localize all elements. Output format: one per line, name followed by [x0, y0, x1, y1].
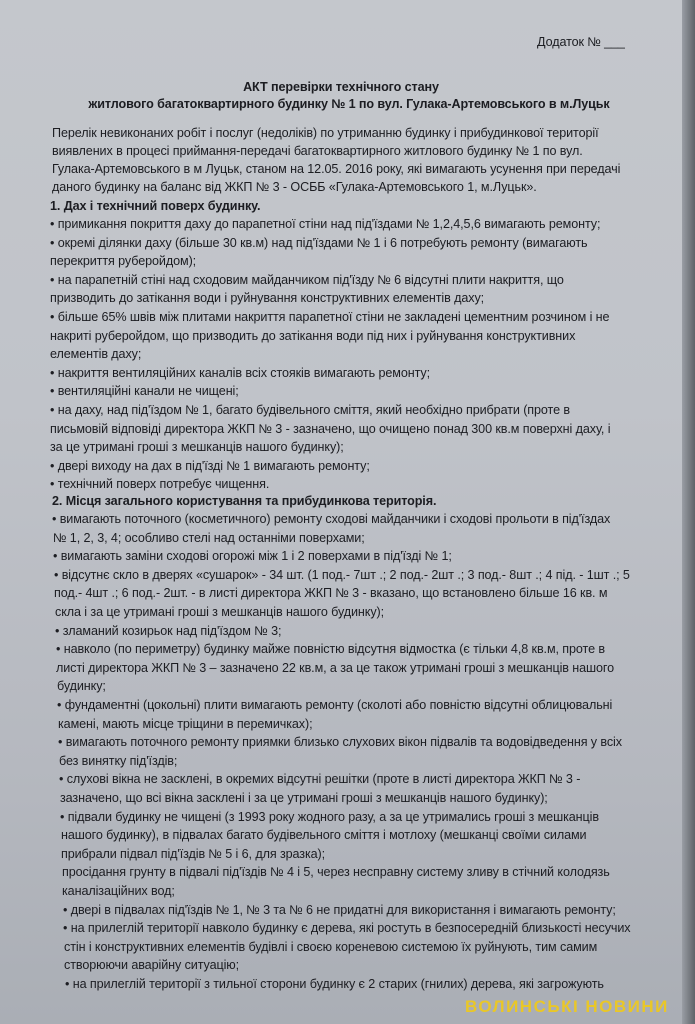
list-line: письмовій відповіді директора ЖКП № 3 - зазначено, що очищено понад 300 кв.м поверхні даху, і	[50, 421, 611, 436]
list-line: за це утримані гроші з мешканців нашого будинку);	[50, 440, 344, 455]
list-line: призводить до затікання води і руйнування конструктивних елементів даху;	[50, 291, 485, 306]
list-line: • підвали будинку не чищені (з 1993 року жодного разу, а за це утримались гроші з мешканців	[60, 809, 599, 824]
list-line: просідання грунту в підвалі під'їздів № 4 і 5, через несправну систему зливу в стічний колодязь	[62, 865, 610, 880]
list-line: № 1, 2, 3, 4; особливо стелі над останніми поверхами;	[53, 530, 365, 545]
list-line: • вимагають заміни сходові огорожі між 1 і 2 поверхами в під'їзді № 1;	[53, 549, 452, 564]
list-line: • на парапетній стіні над сходовим майданчиком під'їзду № 6 відсутні плити накриття, що	[50, 272, 564, 287]
list-line: • зламаний козирьок над під'їздом № 3;	[55, 623, 282, 638]
list-line: • слухові вікна не засклені, в окремих відсутні решітки (проте в листі директора ЖКП № 3 -	[59, 772, 581, 787]
intro-line: даного будинку на баланс від ЖКП № 3 - ОСББ «Гулака-Артемовського 1, м.Луцьк».	[52, 180, 537, 194]
list-line: прибрали підвал під'їздів № 5 і 6, для зразка);	[61, 846, 326, 861]
list-line: листі директора ЖКП № 3 – зазначено 22 кв.м, а за це також утримані гроші з мешканців нашого	[56, 660, 615, 675]
list-line: • двері в підвалах під'їздів № 1, № 3 та № 6 не придатні для використання і вимагають ремонту;	[63, 902, 616, 917]
list-line: створюючи аварійну ситуацію;	[64, 958, 240, 973]
intro-line: Перелік невиконаних робіт і послуг (недоліків) по утриманню будинку і прибудинкової території	[52, 126, 599, 140]
list-line: зазначено, що всі вікна засклені і за це утримані гроші з мешканців нашого будинку);	[60, 791, 548, 805]
list-line: • навколо (по периметру) будинку майже повністю відсутня відмостка (є тільки 4,8 кв.м, проте в	[56, 642, 605, 657]
intro-line: Гулака-Артемовського в м Луцьк, станом на 12.05. 2016 року, які вимагають усунення при передачі	[52, 162, 621, 176]
list-line: • двері виходу на дах в під'їзді № 1 вимагають ремонту;	[50, 458, 370, 473]
list-line: накриті руберойдом, що призводить до затікання води під них і руйнування конструктивних	[50, 328, 576, 343]
list-line: • більше 65% швів між плитами накриття парапетної стіни не закладені цементним розчином і не	[50, 310, 610, 324]
document-title: АКТ перевірки технічного стану	[243, 80, 439, 94]
list-line: без винятку під'їздів;	[59, 753, 178, 768]
list-line: елементів даху;	[50, 347, 142, 362]
list-line: перекриття руберойдом);	[50, 254, 197, 269]
annex-number: Додаток № ___	[537, 35, 625, 49]
list-line: каналізаційних вод;	[62, 884, 175, 898]
list-line: • на прилеглій території з тильної сторони будинку є 2 старих (гнилих) дерева, які загрожують	[65, 977, 604, 991]
section-heading: 1. Дах і технічний поверх будинку.	[50, 199, 261, 213]
intro-line: виявлених в процесі приймання-передачі багатоквартирного житлового будинку № 1 по вул.	[52, 144, 583, 158]
list-line: нашого будинку), в підвалах багато будівельного сміття і мотлоху (мешканці своїми силами	[61, 828, 587, 843]
list-line: • відсутнє скло в дверях «сушарок» - 34 шт. (1 под.- 7шт .; 2 под.- 2шт .; 3 под.- 8шт .; 4 під. - 1шт .; 5	[54, 567, 630, 582]
list-line: будинку;	[57, 679, 106, 694]
list-line: камені, мають місце тріщини в перемичках);	[58, 716, 313, 731]
list-line: • примикання покриття даху до парапетної стіни над під'їздами № 1,2,4,5,6 вимагають ремонту;	[50, 217, 601, 231]
list-line: • окремі ділянки даху (більше 30 кв.м) над під'їздами № 1 і 6 потребують ремонту (вимагають	[50, 235, 588, 250]
section-heading: 2. Місця загального користування та прибудинкова територія.	[52, 494, 437, 508]
list-line: • на прилеглій території навколо будинку є дерева, які ростуть в безпосередній близькості несучих	[63, 921, 631, 936]
list-line: • вимагають поточного ремонту приямки близько слухових вікон підвалів та водовідведення у всіх	[58, 735, 622, 750]
document-subtitle: житлового багатоквартирного будинку № 1 по вул. Гулака-Артемовського в м.Луцьк	[88, 97, 610, 111]
list-line: • вентиляційні канали не чищені;	[50, 384, 239, 399]
list-line: стін і конструктивних елементів будівлі і своєю кореневою системою їх руйнують, тим самим	[64, 939, 598, 954]
watermark-logo: ВОЛИНСЬКІ НОВИНИ	[465, 997, 669, 1016]
list-line: • вимагають поточного (косметичного) ремонту сходові майданчики і сходові прольоти в під'їздах	[52, 512, 611, 526]
list-line: • технічний поверх потребує чищення.	[50, 477, 270, 492]
page-edge-shadow	[682, 0, 695, 1024]
list-line: • фундаментні (цокольні) плити вимагають ремонту (сколоті або повністю відсутні облицювальні	[57, 698, 613, 712]
list-line: скла і за це утримані гроші з мешканців нашого будинку);	[55, 605, 385, 619]
list-line: • на даху, над під'їздом № 1, багато будівельного сміття, який необхідно прибрати (проте в	[50, 403, 570, 417]
list-line: под.- 4шт .; 6 под.- 2шт. - в листі директора ЖКП № 3 - вказано, що встановлено більше 16 кв. м	[54, 586, 608, 601]
list-line: • накриття вентиляційних каналів всіх стояків вимагають ремонту;	[50, 365, 430, 380]
